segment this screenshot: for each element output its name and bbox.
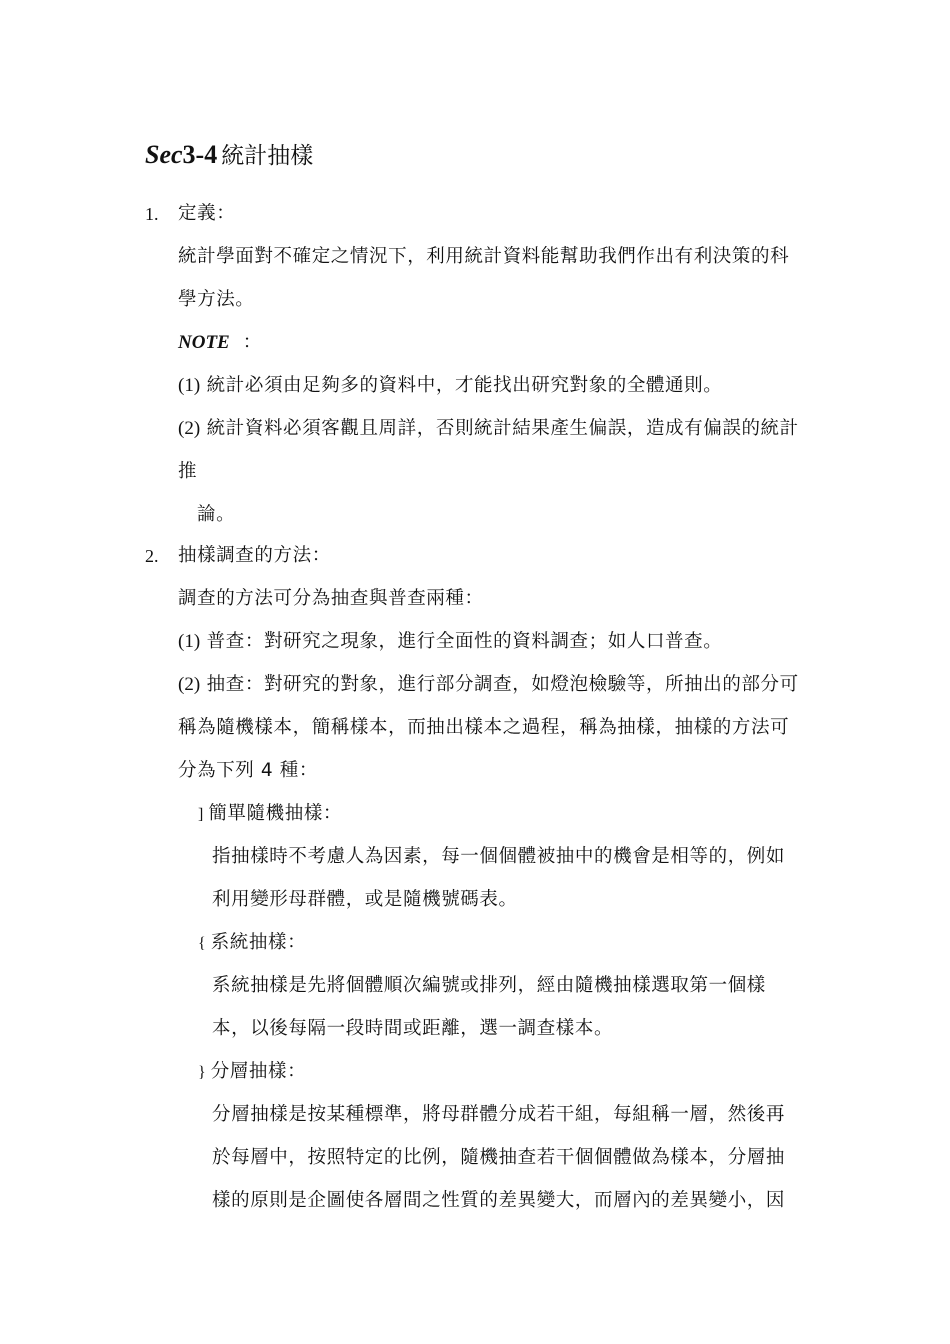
method-title: 系統抽樣： [210,932,307,953]
note-item-2 [178,417,799,441]
note-item-2-line: 推 [178,461,198,482]
section2-heading: 抽樣調查的方法： [178,545,331,566]
note-item-2-line: 論。 [197,504,236,525]
note-label: NOTE [178,332,230,353]
survey-item-2-marker: (2) [178,674,201,695]
survey-item-2-text: 抽查：對研究的對象，進行部分調查，如燈泡檢驗等，所抽出的部分可 [206,674,799,695]
survey-item-1-marker: (1) [178,631,201,652]
section1-heading: 定義： [178,203,236,224]
survey-item-2 [178,673,799,697]
method-description-line: 分層抽樣是按某種標準，將母群體分成若干組，每組稱一層，然後再 [212,1104,786,1125]
title-number: 3-4 [182,140,218,169]
survey-item-1-text: 普查：對研究之現象，進行全面性的資料調查；如人口普查。 [206,631,723,652]
note-colon: ： [242,332,262,353]
method-bullet: ] [198,806,204,823]
method-description-line: 於每層中，按照特定的比例，隨機抽查若干個個體做為樣本，分層抽 [212,1147,786,1168]
page-title [145,140,313,171]
method-bullet: } [198,1064,206,1081]
method-description-line: 指抽樣時不考慮人為因素，每一個個體被抽中的機會是相等的，例如 [212,846,786,867]
title-text: 統計抽樣 [221,143,314,169]
method-description-line: 本，以後每隔一段時間或距離，選一調查樣本。 [212,1018,614,1039]
note-item-2-marker: (2) [178,418,201,439]
method-heading [198,1060,306,1085]
section2-intro: 調查的方法可分為抽查與普查兩種： [178,588,484,609]
method-title: 簡單隨機抽樣： [208,803,343,824]
method-title: 分層抽樣： [210,1061,307,1082]
survey-item-2-line: 分為下列 4 種： [178,760,318,781]
note-item-1 [178,374,722,398]
method-description-line: 樣的原則是企圖使各層間之性質的差異變大，而層內的差異變小，因 [212,1190,786,1211]
method-description-line: 利用變形母群體，或是隨機號碼表。 [212,889,518,910]
method-description-line: 系統抽樣是先將個體順次編號或排列，經由隨機抽樣選取第一個樣 [212,975,766,996]
note-item-2-text: 統計資料必須客觀且周詳，否則統計結果產生偏誤，造成有偏誤的統計 [206,418,799,439]
section1-paragraph-line: 統計學面對不確定之情況下，利用統計資料能幫助我們作出有利決策的科 [178,246,790,267]
survey-item-2-line: 稱為隨機樣本，簡稱樣本，而抽出樣本之過程，稱為抽樣，抽樣的方法可 [178,717,790,738]
note-item-1-marker: (1) [178,375,201,396]
title-sec: Sec [145,140,183,169]
method-heading [198,802,342,827]
method-heading [198,931,306,956]
section2-marker: 2. [145,546,159,566]
section1-marker: 1. [145,204,159,224]
note-item-1-text: 統計必須由足夠多的資料中，才能找出研究對象的全體通則。 [206,375,723,396]
section1-paragraph-line: 學方法。 [178,289,255,310]
note-heading [178,331,262,355]
survey-item-1 [178,630,722,654]
method-bullet: { [198,935,206,952]
